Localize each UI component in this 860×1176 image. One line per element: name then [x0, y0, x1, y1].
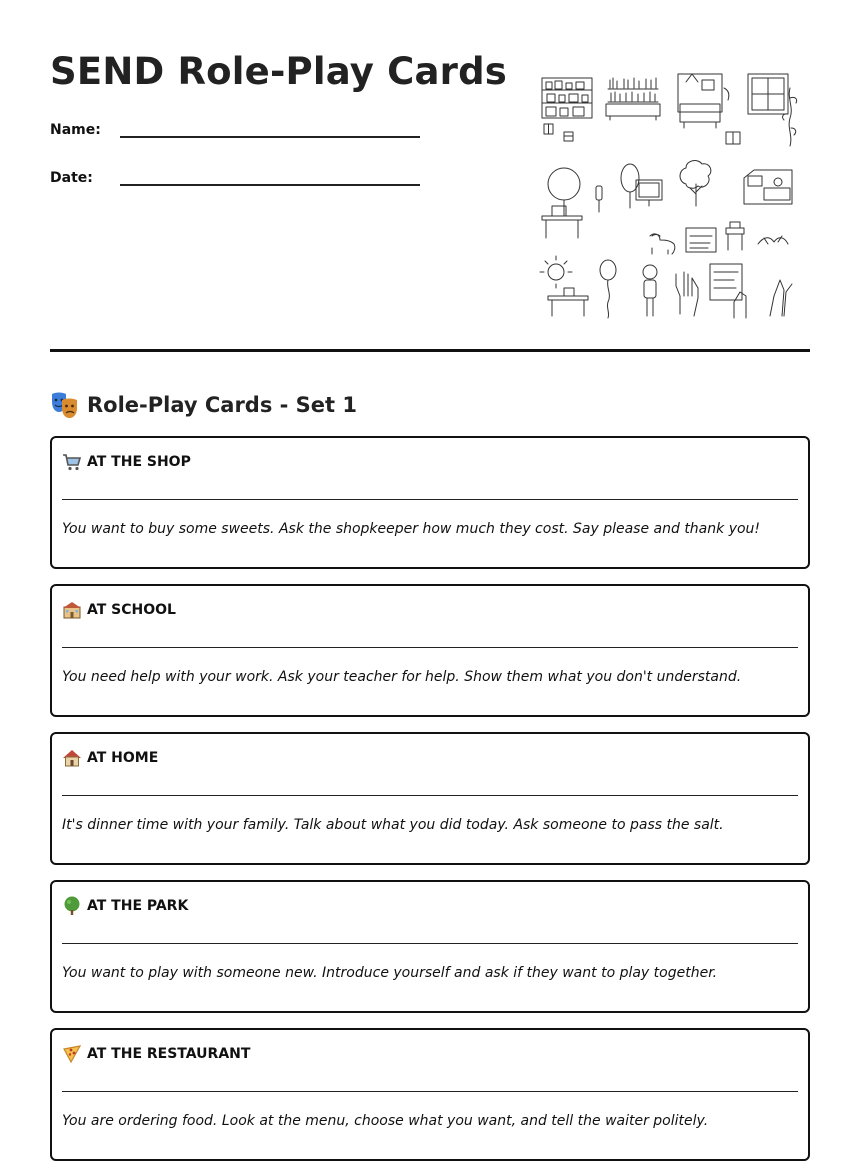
pizza-icon: [62, 1044, 82, 1064]
bookshelf-icon: [606, 78, 660, 120]
bedroom-icon: [744, 170, 792, 204]
card-header: [62, 748, 158, 768]
shop-shelves-icon: [542, 78, 592, 141]
card-at-home: [50, 732, 810, 865]
window-icon: [726, 74, 797, 146]
shopping-cart-icon: [62, 452, 82, 472]
card-header: [62, 1044, 250, 1064]
party-table-icon: [540, 256, 588, 316]
tree-icon: [680, 161, 711, 206]
picnic-table-icon: [542, 168, 602, 238]
card-title: AT THE SHOP: [87, 454, 191, 470]
tree-icon: [62, 896, 82, 916]
card-title: AT THE PARK: [87, 898, 189, 914]
date-field[interactable]: [50, 170, 430, 200]
role-play-cards: [50, 436, 810, 1176]
card-at-the-restaurant: [50, 1028, 810, 1161]
small-table-icon: [726, 222, 744, 250]
card-divider: [62, 795, 798, 796]
card-at-school: [50, 584, 810, 717]
card-text: You need help with your work. Ask your teacher for help. Show them what you don't understand.: [62, 669, 742, 685]
card-at-the-park: [50, 880, 810, 1013]
worksheet-page: [50, 0, 810, 1161]
theatre-masks-icon: [50, 390, 80, 420]
menu-board-icon: [710, 264, 746, 318]
clipart-collage: [538, 68, 806, 324]
card-text: You are ordering food. Look at the menu, choose what you want, and tell the waiter politely.: [62, 1113, 709, 1129]
card-divider: [62, 943, 798, 944]
header-divider: [50, 349, 810, 352]
date-write-line[interactable]: [120, 184, 420, 186]
card-title: AT THE RESTAURANT: [87, 1046, 251, 1062]
balloon-icon: [600, 260, 616, 318]
name-field[interactable]: [50, 122, 430, 152]
house-icon: [62, 748, 82, 768]
section-heading: [50, 390, 357, 420]
date-label: Date:: [50, 170, 93, 186]
helping-hands-icon: [758, 236, 788, 244]
living-room-icon: [678, 74, 729, 128]
praying-hands-icon: [770, 280, 792, 316]
name-tag-icon: [686, 228, 716, 252]
card-divider: [62, 499, 798, 500]
card-divider: [62, 1091, 798, 1092]
card-divider: [62, 647, 798, 648]
raised-hand-icon: [676, 272, 698, 316]
card-header: [62, 452, 191, 472]
worksheet-title: SEND Role-Play Cards: [50, 50, 508, 93]
card-text: It's dinner time with your family. Talk about what you did today. Ask someone to pass the salt.: [62, 817, 724, 833]
card-at-the-shop: [50, 436, 810, 569]
card-title: AT HOME: [87, 750, 159, 766]
school-icon: [62, 600, 82, 620]
child-figure-icon: [643, 265, 657, 316]
card-title: AT SCHOOL: [87, 602, 176, 618]
name-write-line[interactable]: [120, 136, 420, 138]
name-label: Name:: [50, 122, 101, 138]
tree-and-tv-icon: [621, 164, 662, 208]
card-header: [62, 600, 176, 620]
card-text: You want to play with someone new. Introduce yourself and ask if they want to play together.: [62, 965, 718, 981]
card-header: [62, 896, 188, 916]
section-heading-text: Role-Play Cards - Set 1: [87, 393, 358, 417]
dog-icon: [650, 234, 675, 254]
card-text: You want to buy some sweets. Ask the shopkeeper how much they cost. Say please and thank you!: [62, 521, 761, 537]
